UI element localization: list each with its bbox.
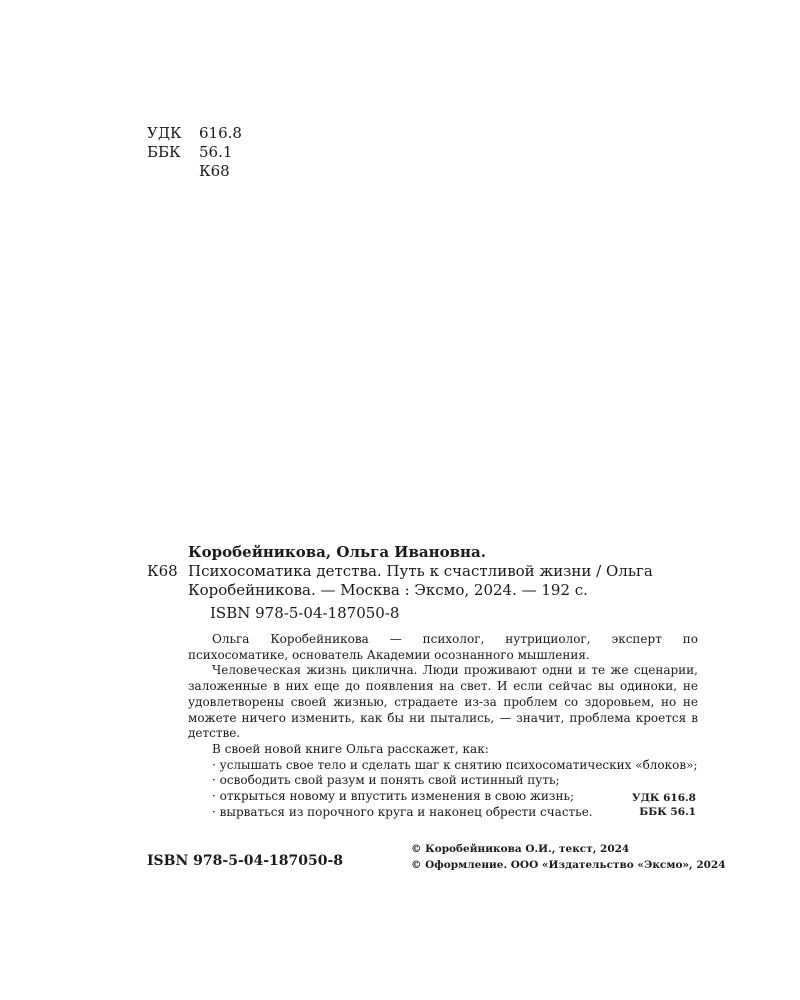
bibliography-author: Коробейникова, Ольга Ивановна.	[188, 543, 486, 561]
bibliography-isbn: ISBN 978-5-04-187050-8	[210, 604, 400, 622]
copyright-design: © Оформление. ООО «Издательство «Эксмо», 2024	[411, 859, 726, 871]
bbk-value: 56.1	[199, 143, 233, 161]
bibliography-code: К68	[147, 562, 178, 580]
annotation-paragraph: Ольга Коробейникова — психолог, нутрициолог, эксперт по психосоматике, основатель Академии осознанного мышления.	[188, 632, 698, 662]
annotation-bullet: · открыться новому и впустить изменения в свою жизнь;	[212, 789, 698, 805]
bbk-row	[147, 143, 242, 162]
author-sign-row	[147, 162, 242, 181]
copyright-text: © Коробейникова О.И., текст, 2024	[411, 843, 630, 855]
copyright-block	[411, 841, 726, 873]
classification-block	[147, 124, 242, 181]
annotation-bullet: · услышать свое тело и сделать шаг к снятию психосоматических «блоков»;	[212, 758, 698, 774]
bibliography-record	[188, 543, 698, 600]
index-bbk: ББК 56.1	[639, 806, 696, 818]
udk-value: 616.8	[199, 124, 242, 142]
index-codes	[632, 791, 696, 819]
udk-label: УДК	[147, 124, 182, 142]
annotation-paragraph: Человеческая жизнь циклична. Люди проживают одни и те же сценарии, заложенные в них еще до появления на свет. И если сейчас вы одиноки, не удовлетворены своей жизнью, страдаете из-за проблем со здоровьем, но не можете ничего изменить, как бы ни пытались, — значит, проблема кроется в детстве.	[188, 663, 698, 741]
annotation-bullet-list	[188, 758, 698, 821]
annotation-bullet: · вырваться из порочного круга и наконец обрести счастье.	[212, 805, 698, 821]
bbk-label: ББК	[147, 143, 181, 161]
author-sign: К68	[199, 162, 230, 180]
annotation-bullet: · освободить свой разум и понять свой истинный путь;	[212, 773, 698, 789]
index-udk: УДК 616.8	[632, 792, 696, 804]
bibliography-description: Психосоматика детства. Путь к счастливой жизни / Ольга Коробейникова. — Москва : Эксмо, 2024. — 192 с.	[188, 562, 653, 599]
footer-isbn: ISBN 978-5-04-187050-8	[147, 853, 344, 869]
annotation-paragraph: В своей новой книге Ольга расскажет, как:	[212, 741, 489, 756]
udk-row	[147, 124, 242, 143]
annotation	[188, 632, 698, 820]
